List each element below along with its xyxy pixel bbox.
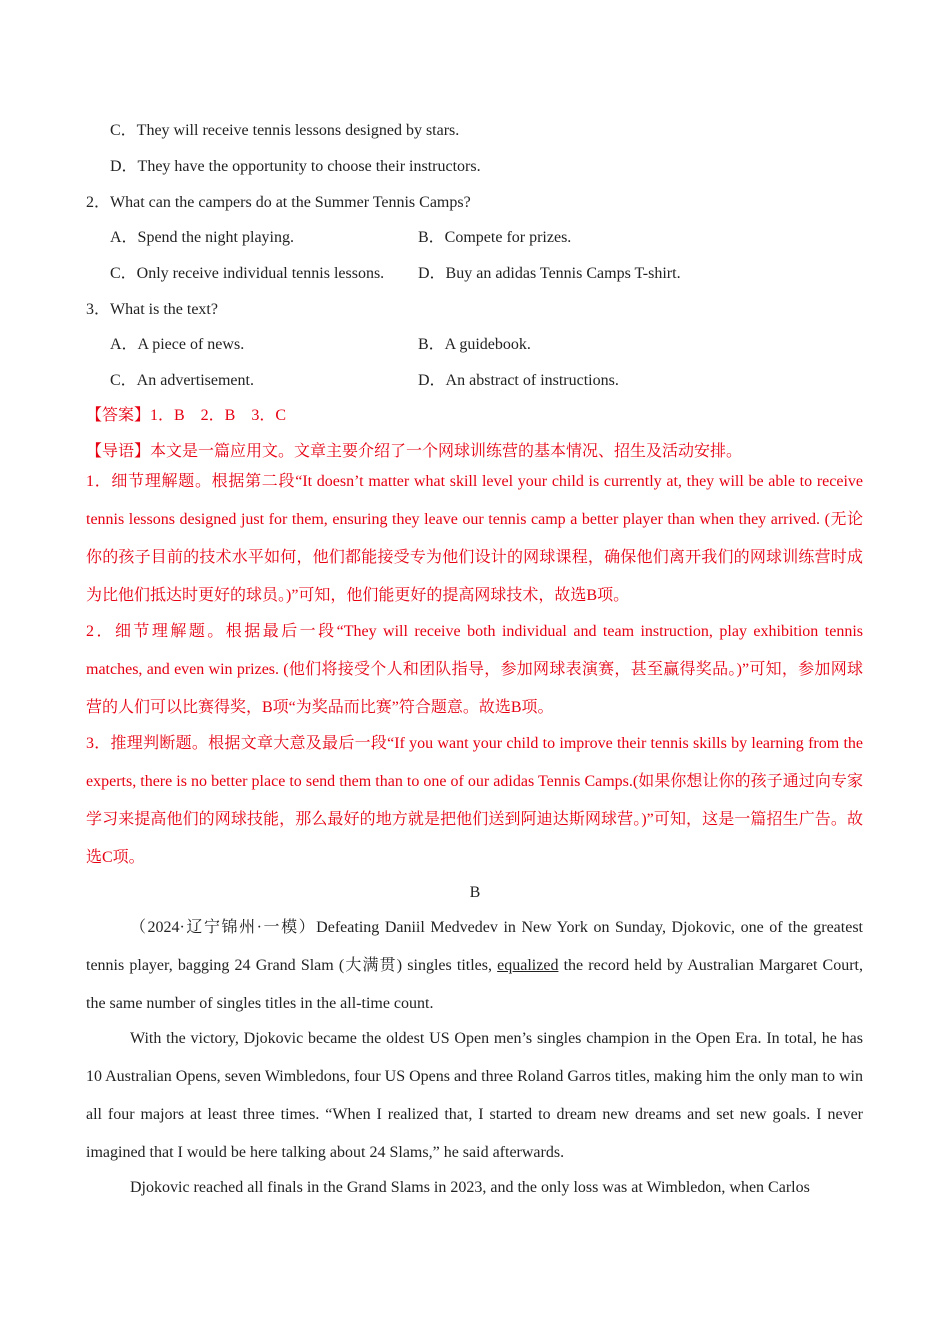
- q1-option-d: D．They have the opportunity to choose their instructors.: [110, 158, 481, 175]
- section-label: B: [469, 884, 481, 901]
- q2-option-d: D．Buy an adidas Tennis Camps T-shirt.: [418, 265, 681, 282]
- answer-key: 【答案】1．B 2．B 3．C: [86, 407, 287, 424]
- passage-p1-after: the record held by Australian Margaret Court, the same number of singles titles in the all-time count.: [86, 957, 863, 1012]
- passage-paragraph-3: Djokovic reached all finals in the Grand Slams in 2023, and the only loss was at Wimbledon, when Carlos: [130, 1179, 810, 1196]
- passage-paragraph-2: With the victory, Djokovic became the oldest US Open men’s singles champion in the Open Era. In total, he has 10 Australian Opens, seven Wimbledons, four US Opens and three Roland Garros titles, making him the only man to win all four majors at least three times. “When I realized that, I started to dream new dreams and set new goals. I never imagined that I would be here talking about 24 Slams,” he said afterwards.: [86, 1030, 863, 1161]
- q3-option-d: D．An abstract of instructions.: [418, 372, 619, 389]
- q2-option-c: C．Only receive individual tennis lessons.: [110, 265, 385, 282]
- q2-option-a: A．Spend the night playing.: [110, 229, 294, 246]
- guide-summary: 【导语】本文是一篇应用文。文章主要介绍了一个网球训练营的基本情况、招生及活动安排。: [86, 443, 743, 460]
- q3-option-c: C．An advertisement.: [110, 372, 254, 389]
- explanation-2: 2．细节理解题。根据最后一段“They will receive both individual and team instruction, play exhibition tennis matches, and even win prizes. (他们将接受个人和团队指导，参加网球表演赛，甚至赢得奖品。)”可知，参加网球营的人们可以比赛得奖，B项“为奖品而比赛”符合题意。故选B项。: [86, 623, 863, 716]
- q1-option-c: C．They will receive tennis lessons designed by stars.: [110, 122, 460, 139]
- q3-stem: 3．What is the text?: [86, 301, 218, 318]
- q2-option-b: B．Compete for prizes.: [418, 229, 572, 246]
- q3-option-a: A．A piece of news.: [110, 336, 245, 353]
- passage-paragraph-1: [86, 909, 863, 1023]
- q2-stem: 2．What can the campers do at the Summer Tennis Camps?: [86, 194, 471, 211]
- underlined-word: equalized: [497, 957, 559, 974]
- explanation-1: 1．细节理解题。根据第二段“It doesn’t matter what skill level your child is currently at, they will be able to receive tennis lessons designed just for them, ensuring they leave our tennis camp a better player than when they arrived. (无论你的孩子目前的技术水平如何，他们都能接受专为他们设计的网球课程，确保他们离开我们的网球训练营时成为比他们抵达时更好的球员。)”可知，他们能更好的提高网球技术，故选B项。: [86, 473, 863, 604]
- passage-p1-before: （2024·辽宁锦州·一模）Defeating Daniil Medvedev in New York on Sunday, Djokovic, one of the greatest tennis player, bagging 24 Grand Slam (大满贯) singles titles,: [86, 919, 863, 974]
- explanation-3: 3．推理判断题。根据文章大意及最后一段“If you want your child to improve their tennis skills by learning from the experts, there is no better place to send them than to one of our adidas Tennis Camps.(如果你想让你的孩子通过向专家学习来提高他们的网球技能，那么最好的地方就是把他们送到阿迪达斯网球营。)”可知，这是一篇招生广告。故选C项。: [86, 735, 863, 866]
- q3-option-b: B．A guidebook.: [418, 336, 531, 353]
